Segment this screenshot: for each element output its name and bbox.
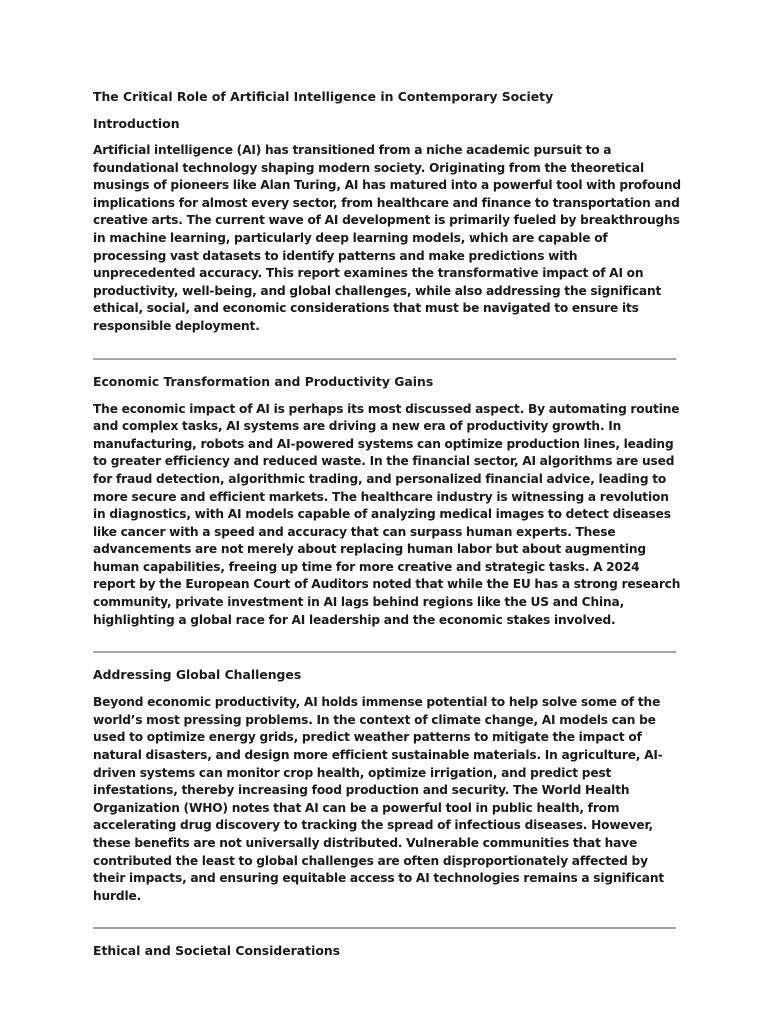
section-heading-ethical: Ethical and Societal Considerations (93, 943, 341, 959)
document-title: The Critical Role of Artificial Intelligence in Contemporary Society (93, 89, 554, 104)
section-heading-economic: Economic Transformation and Productivity Gains (93, 373, 434, 389)
section-body-introduction: Artificial intelligence (AI) has transitioned from a niche academic pursuit to a foundational technology shaping modern society. Originating from the theoretical musings of pioneers like Alan Turing, AI has matured into a powerful tool with profound implications for almost every sector, from healthcare and finance to transportation and creative arts. The current wave of AI development is primarily fueled by breakthroughs in machine learning, particularly deep learning models, which are capable of processing vast datasets to identify patterns and make predictions with unprecedented accuracy. This report examines the transformative impact of AI on productivity, well-being, and global challenges, while also addressing the significant ethical, social, and economic considerations that must be navigated to ensure its responsible deployment. (93, 143, 681, 333)
section-divider (93, 927, 676, 929)
section-divider (93, 651, 676, 653)
section-body-global-challenges: Beyond economic productivity, AI holds immense potential to help solve some of the world’s most pressing problems. In the context of climate change, AI models can be used to optimize energy grids, predict weather patterns to mitigate the impact of natural disasters, and design more efficient sustainable materials. In agriculture, AI-driven systems can monitor crop health, optimize irrigation, and predict pest infestations, thereby increasing food production and security. The World Health Organization (WHO) notes that AI can be a powerful tool in public health, from accelerating drug discovery to tracking the spread of infectious diseases. However, these benefits are not universally distributed. Vulnerable communities that have contributed the least to global challenges are often disproportionately affected by their impacts, and ensuring equitable access to AI technologies remains a significant hurdle. (93, 695, 665, 903)
document-page (93, 88, 683, 970)
section-heading-global-challenges: Addressing Global Challenges (93, 667, 302, 683)
section-divider (93, 358, 676, 360)
section-body-economic: The economic impact of AI is perhaps its most discussed aspect. By automating routine and complex tasks, AI systems are driving a new era of productivity growth. In manufacturing, robots and AI-powered systems can optimize production lines, leading to greater efficiency and reduced waste. In the financial sector, AI algorithms are used for fraud detection, algorithmic trading, and personalized financial advice, leading to more secure and efficient markets. The healthcare industry is witnessing a revolution in diagnostics, with AI models capable of analyzing medical images to detect diseases like cancer with a speed and accuracy that can surpass human experts. These advancements are not merely about replacing human labor but about augmenting human capabilities, freeing up time for more creative and strategic tasks. A 2024 report by the European Court of Auditors noted that while the EU has a strong research community, private investment in AI lags behind regions like the US and China, highlighting a global race for AI leadership and the economic stakes involved. (93, 401, 681, 627)
section-heading-introduction: Introduction (93, 116, 180, 131)
